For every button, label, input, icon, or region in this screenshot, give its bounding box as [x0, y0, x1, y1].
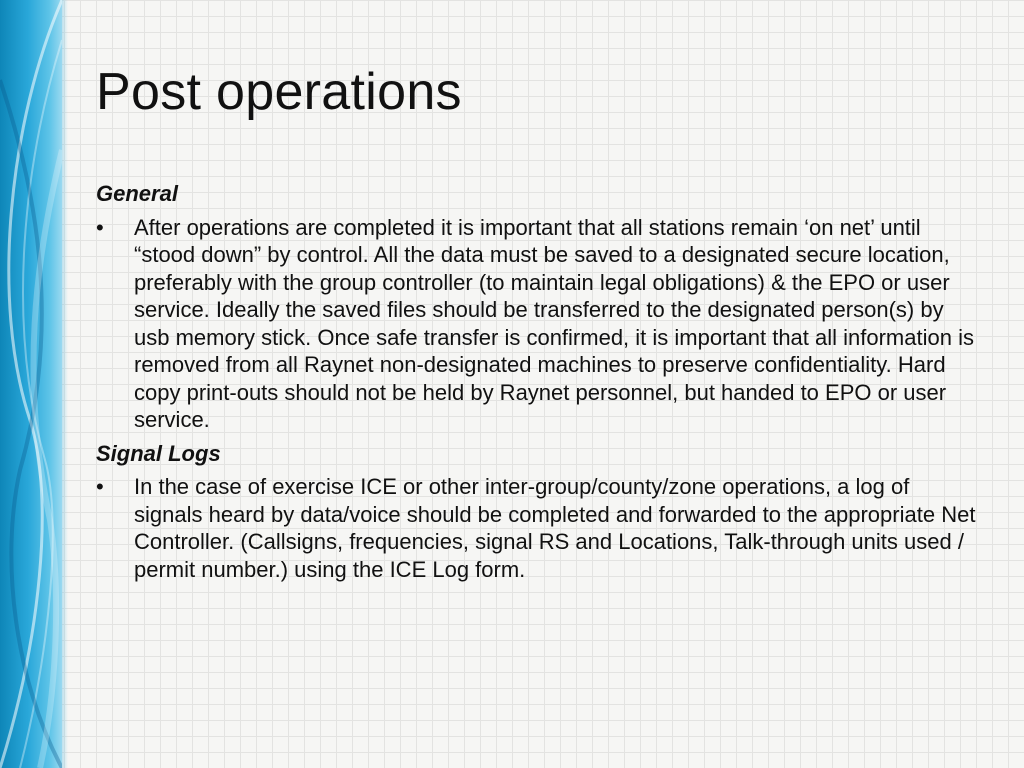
slide-content [96, 180, 976, 589]
decorative-side-band [0, 0, 62, 768]
bullet-icon: • [96, 214, 104, 240]
bullet-item-general [96, 214, 976, 434]
bullet-text-signal-logs: In the case of exercise ICE or other inter-group/county/zone operations, a log of signals heard by data/voice should be completed and forwarded to the appropriate Net Controller. (Callsigns, frequencies, signal RS and Locations, Talk-through units used / permit number.) using the ICE Log form. [134, 474, 976, 582]
section-heading-signal-logs: Signal Logs [96, 440, 221, 466]
bullet-icon: • [96, 474, 104, 499]
band-edge-glow [62, 0, 68, 768]
section-heading-general: General [96, 181, 178, 206]
bullet-text-general: After operations are completed it is important that all stations remain ‘on net’ until “stood down” by control. All the data must be saved to a designated secure location, preferably with the group controller (to maintain legal obligations) & the EPO or user service. Ideally the saved files should be transferred to the designated person(s) by usb memory stick. Once safe transfer is confirmed, it is important that all information is removed from all Raynet non-designated machines to preserve confidentiality. Hard copy print-outs should not be held by Raynet personnel, but handed to EPO or user service. [134, 214, 974, 432]
slide-title: Post operations [96, 63, 462, 121]
bullet-item-signal-logs [96, 473, 976, 583]
wave-decoration [0, 0, 62, 768]
